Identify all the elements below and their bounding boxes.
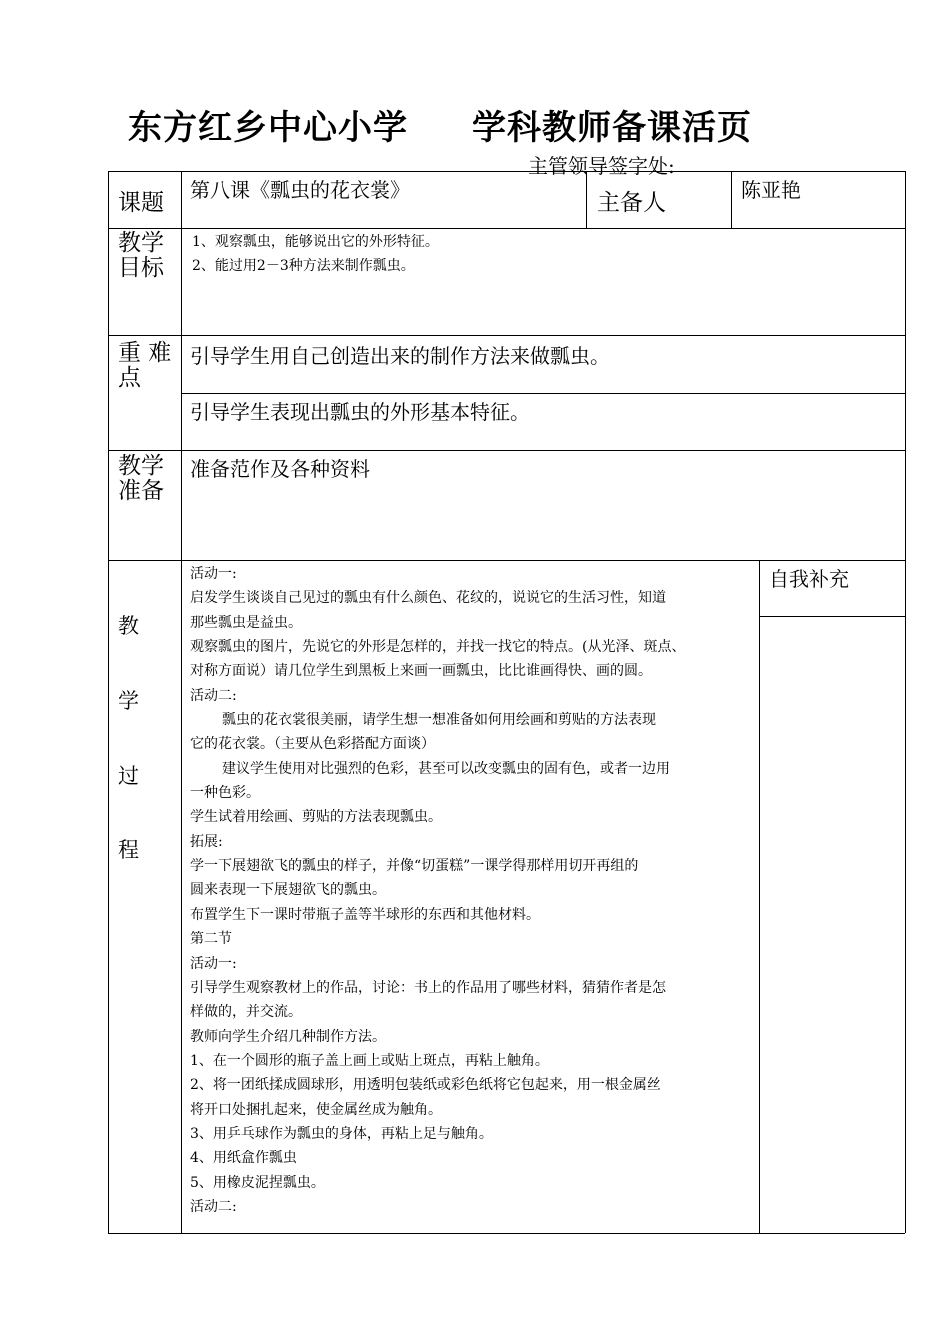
process-line: 瓢虫的花衣裳很美丽，请学生想一想准备如何用绘画和剪贴的方法表现 bbox=[222, 712, 656, 729]
school-name: 东方红乡中心小学 bbox=[128, 108, 408, 148]
process-line: 将开口处捆扎起来，使金属丝成为触角。 bbox=[190, 1101, 442, 1118]
prep-label-line1: 教学 bbox=[118, 453, 164, 479]
process-line: 观察瓢虫的图片，先说它的外形是怎样的，并找一找它的特点。(从光泽、斑点、 bbox=[190, 639, 686, 656]
process-line: 启发学生谈谈自己见过的瓢虫有什么颜色、花纹的，说说它的生活习性，知道 bbox=[190, 590, 666, 607]
process-line: 它的花衣裳。（主要从色彩搭配方面谈） bbox=[190, 736, 435, 753]
process-line: 布置学生下一课时带瓶子盖等半球形的东西和其他材料。 bbox=[190, 906, 540, 923]
process-line: 学一下展翅欲飞的瓢虫的样子，并像“切蛋糕”一课学得那样用切开再组的 bbox=[190, 858, 639, 875]
goal-item: 1、观察瓢虫，能够说出它的外形特征。 bbox=[192, 234, 439, 250]
process-label-char: 教 bbox=[118, 614, 139, 638]
process-line: 活动二: bbox=[190, 687, 237, 704]
keypoints-label-line1: 重 难 bbox=[118, 340, 172, 366]
process-line: 2、将一团纸揉成圆球形，用透明包装纸或彩色纸将它包起来，用一根金属丝 bbox=[190, 1077, 661, 1094]
topic-divider bbox=[586, 171, 587, 228]
row-divider-topic bbox=[108, 228, 905, 229]
goals-label-line2: 目标 bbox=[118, 255, 164, 281]
prep-value: 准备范作及各种资料 bbox=[190, 457, 370, 481]
process-line: 引导学生观察教材上的作品，讨论：书上的作品用了哪些材料，猜猜作者是怎 bbox=[190, 979, 666, 996]
process-line: 建议学生使用对比强烈的色彩，甚至可以改变瓢虫的固有色，或者一边用 bbox=[222, 760, 670, 777]
supplement-divider bbox=[759, 616, 905, 617]
keypoints-label-line2: 点 bbox=[118, 365, 141, 391]
process-line: 3、用乒乓球作为瓢虫的身体，再粘上足与触角。 bbox=[190, 1125, 493, 1142]
row-divider-prep bbox=[108, 560, 905, 561]
process-line: 一种色彩。 bbox=[190, 785, 260, 802]
process-line: 那些瓢虫是益虫。 bbox=[190, 614, 302, 631]
process-line: 拓展: bbox=[190, 833, 223, 850]
preparer-divider bbox=[731, 171, 732, 228]
goal-item: 2、能过用2－3种方法来制作瓢虫。 bbox=[192, 258, 415, 274]
supplement-label: 自我补充 bbox=[769, 567, 849, 591]
process-line: 5、用橡皮泥捏瓢虫。 bbox=[190, 1174, 325, 1191]
label-column-divider bbox=[181, 171, 182, 1233]
process-label-char: 学 bbox=[118, 689, 139, 713]
page-title bbox=[128, 100, 752, 149]
process-line: 1、在一个圆形的瓶子盖上画上或贴上斑点，再粘上触角。 bbox=[190, 1052, 549, 1069]
table-border-right bbox=[905, 171, 906, 1233]
process-label-char: 程 bbox=[118, 838, 139, 862]
row-divider-key bbox=[181, 393, 905, 394]
process-label-char: 过 bbox=[118, 764, 139, 788]
process-line: 活动一: bbox=[190, 955, 237, 972]
preparer-name: 陈亚艳 bbox=[741, 178, 801, 202]
table-border-left bbox=[108, 171, 109, 1233]
process-line: 学生试着用绘画、剪贴的方法表现瓢虫。 bbox=[190, 809, 442, 826]
prep-label-line2: 准备 bbox=[118, 478, 164, 504]
table-border-bottom bbox=[108, 1233, 905, 1234]
row-divider-goals bbox=[108, 335, 905, 336]
difficult-point-text: 引导学生表现出瓢虫的外形基本特征。 bbox=[190, 400, 530, 424]
process-content bbox=[190, 562, 754, 1219]
process-line: 样做的，并交流。 bbox=[190, 1004, 302, 1021]
process-line: 活动二: bbox=[190, 1198, 237, 1215]
goals-label-line1: 教学 bbox=[118, 230, 164, 256]
process-line: 活动一: bbox=[190, 566, 237, 582]
process-line: 圆来表现一下展翅欲飞的瓢虫。 bbox=[190, 882, 386, 899]
supplement-column-divider bbox=[759, 560, 760, 1233]
process-line: 4、用纸盒作瓢虫 bbox=[190, 1150, 297, 1167]
sign-label: 主管领导签字处: bbox=[528, 154, 675, 178]
topic-value: 第八课《瓢虫的花衣裳》 bbox=[190, 178, 410, 202]
process-line: 对称方面说）请几位学生到黑板上来画一画瓢虫，比比谁画得快、画的圆。 bbox=[190, 663, 652, 680]
process-line: 教师向学生介绍几种制作方法。 bbox=[190, 1028, 386, 1045]
topic-label: 课题 bbox=[118, 190, 164, 216]
process-line: 第二节 bbox=[190, 931, 232, 948]
table-border-top bbox=[108, 171, 905, 172]
preparer-label: 主备人 bbox=[597, 190, 666, 216]
page-subtitle: 学科教师备课活页 bbox=[472, 108, 752, 148]
row-divider-keypoints bbox=[108, 450, 905, 451]
key-point-text: 引导学生用自己创造出来的制作方法来做瓢虫。 bbox=[190, 344, 610, 368]
